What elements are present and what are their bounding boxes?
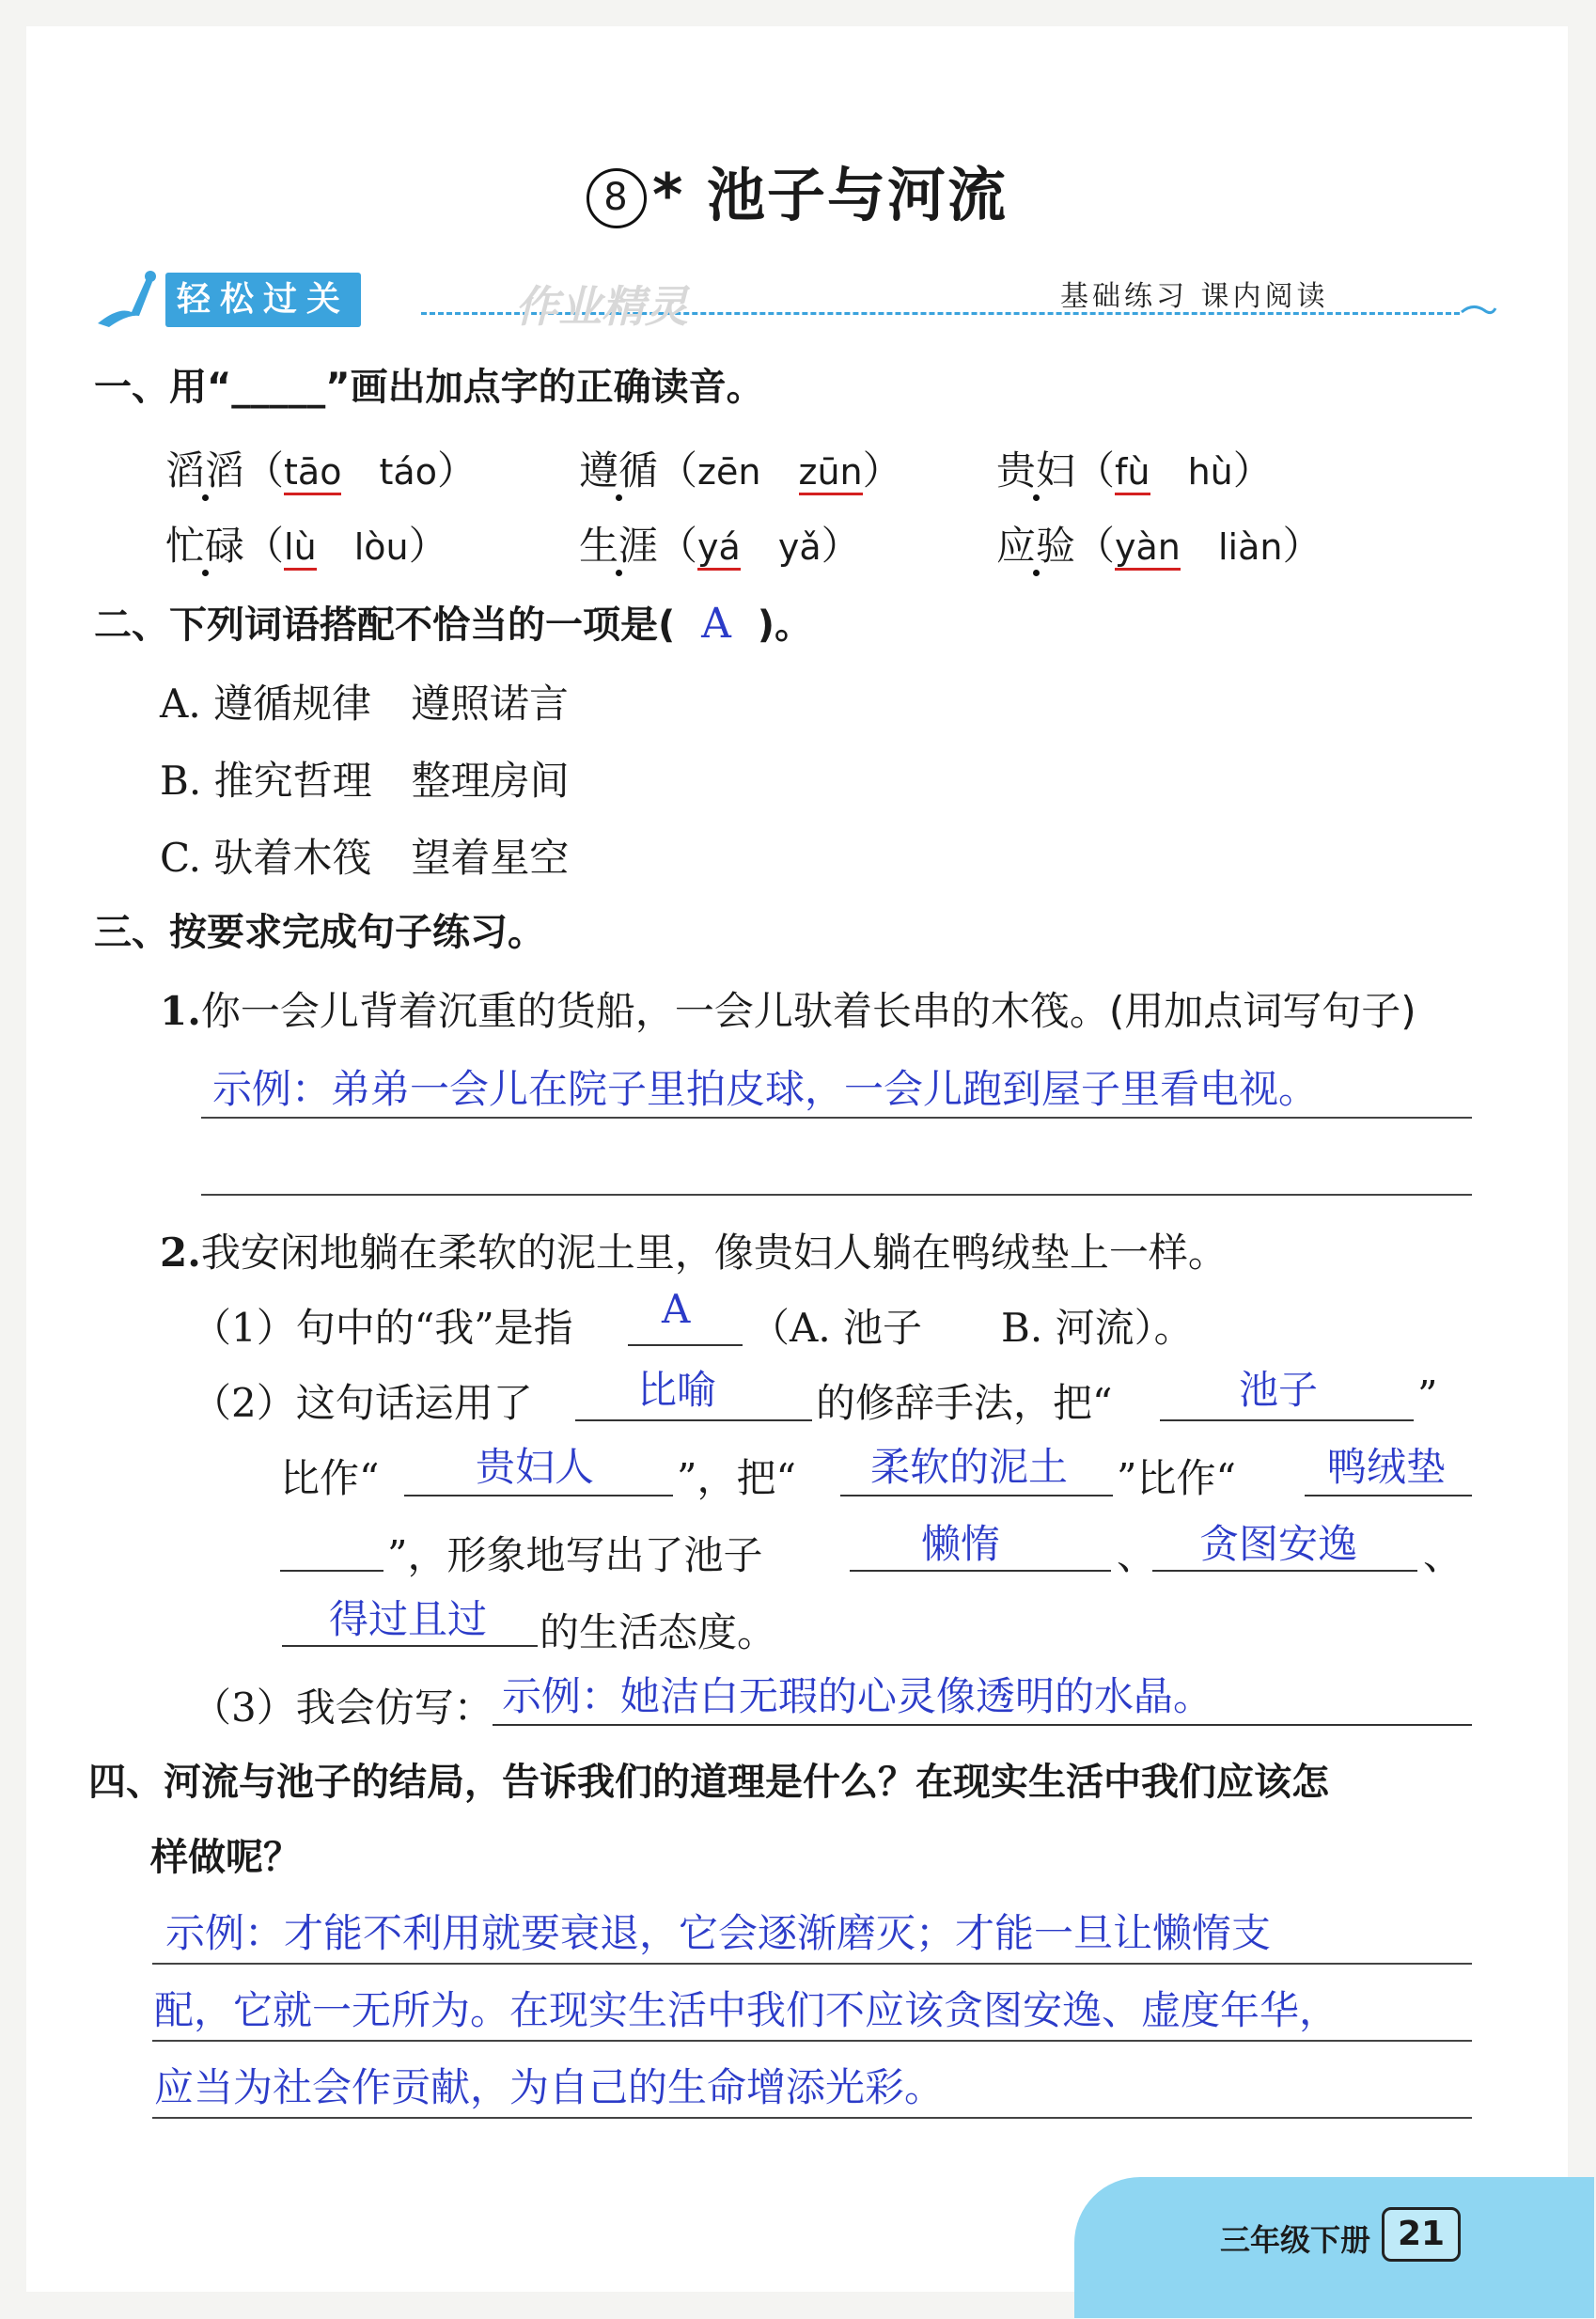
q3-s2-p1-pre: （1）句中的“我”是指 [192, 1305, 573, 1351]
q3-s2-p2-answer-1: 比喻 [637, 1367, 717, 1413]
q2-option-a: A. 遵循规律 遵照诺言 [160, 681, 570, 727]
banner-tags: 基础练习 课内阅读 [1060, 280, 1329, 313]
page-number: 21 [1382, 2207, 1461, 2262]
q2-option-b: B. 推究哲理 整理房间 [160, 758, 570, 804]
q3-s2-p1-post: （A. 池子 B. 河流）。 [750, 1305, 1194, 1351]
q1-item: 应验（yàn liàn） [996, 523, 1322, 569]
title-text: 池子与河流 [707, 161, 1009, 229]
q3-s2-p2-answer-7: 贪图安逸 [1199, 1521, 1358, 1567]
q2-heading: 二、下列词语搭配不恰当的一项是( A )。 [94, 600, 813, 648]
q3-s2-p2-f: ”比作“ [1117, 1455, 1236, 1501]
q1-item: 贵妇（fù hù） [996, 447, 1273, 494]
runner-icon [90, 269, 165, 331]
q3-s2-p2-g: ”，形象地写出了池子 [387, 1532, 763, 1578]
banner-label: 轻松过关 [165, 273, 361, 327]
q4-answer-line1: 示例：才能不利用就要衰退，它会逐渐磨灭；才能一旦让懒惰支 [165, 1910, 1272, 1956]
blank-line [280, 1570, 383, 1572]
q1-item: 遵循（zēn zūn） [579, 447, 902, 494]
title-star: * [651, 161, 685, 229]
q1-heading: 一、用“_____”画出加点字的正确读音。 [94, 366, 764, 409]
blank-line [1160, 1419, 1414, 1421]
q3-heading: 三、按要求完成句子练习。 [94, 911, 545, 954]
q3-s2-p3-pre: （3）我会仿写： [192, 1684, 493, 1731]
lesson-number: 8 [587, 168, 647, 228]
q3-s2-p2-answer-6: 懒惰 [921, 1521, 1001, 1567]
q3-s1-answer: 示例：弟弟一会儿在院子里拍皮球，一会儿跑到屋子里看电视。 [212, 1066, 1319, 1112]
q3-s2-p2-answer-2: 池子 [1239, 1367, 1319, 1413]
blank-line [575, 1419, 812, 1421]
grade-label: 三年级下册 [1220, 2222, 1371, 2258]
q3-s2-p2-a: （2）这句话运用了 [192, 1380, 533, 1426]
q3-s2-p2-answer-8: 得过且过 [329, 1596, 488, 1642]
q1-item: 生涯（yá yǎ） [579, 523, 861, 569]
q3-s2-p1-answer: A [662, 1286, 691, 1332]
q1-item: 忙碌（lù lòu） [165, 523, 448, 569]
answer-line [152, 2040, 1472, 2042]
watermark: 作业精灵 [515, 281, 688, 332]
q3-s2-p3-answer: 示例：她洁白无瑕的心灵像透明的水晶。 [502, 1673, 1213, 1719]
answer-line [152, 2117, 1472, 2119]
blank-line [282, 1645, 538, 1647]
q4-heading-line1: 四、河流与池子的结局，告诉我们的道理是什么？在现实生活中我们应该怎 [88, 1761, 1329, 1804]
blank-line [1152, 1570, 1417, 1572]
page-title [26, 149, 1568, 232]
answer-line [201, 1194, 1472, 1196]
q4-answer-line2: 配，它就一无所为。在现实生活中我们不应该贪图安逸、虚度年华， [154, 1987, 1339, 2033]
q3-s2-p2-answer-4: 柔软的泥土 [870, 1444, 1069, 1490]
q1-item: 滔滔（tāo táo） [165, 447, 477, 494]
q3-s2-prompt: 2.我安闲地躺在柔软的泥土里，像贵妇人躺在鸭绒垫上一样。 [160, 1230, 1228, 1276]
q3-s2-p2-b: 的修辞手法，把“ [816, 1380, 1113, 1426]
q3-s2-p2-d: 比作“ [280, 1455, 380, 1501]
answer-line [152, 1963, 1472, 1965]
q3-s2-p2-j: 的生活态度。 [540, 1609, 777, 1655]
blank-line [493, 1724, 1472, 1726]
q3-s2-p2-c: ” [1417, 1372, 1438, 1418]
blank-line [850, 1570, 1111, 1572]
q3-s2-p2-h: 、 [1117, 1532, 1157, 1578]
q2-answer: A [701, 600, 731, 648]
q4-answer-line3: 应当为社会作贡献，为自己的生命增添光彩。 [154, 2064, 945, 2110]
blank-line [1305, 1495, 1472, 1496]
blank-line [840, 1495, 1113, 1496]
q3-s1-prompt: 1.你一会儿背着沉重的货船，一会儿驮着长串的木筏。(用加点词写句子) [160, 988, 1416, 1034]
q3-s2-p2-i: 、 [1423, 1532, 1463, 1578]
worksheet-page [26, 26, 1568, 2292]
blank-line [404, 1495, 673, 1496]
q3-s2-p2-answer-3: 贵妇人 [476, 1444, 595, 1490]
q3-s2-p2-e: ”，把“ [677, 1455, 796, 1501]
blank-line [628, 1344, 743, 1346]
q2-option-c: C. 驮着木筏 望着星空 [160, 835, 570, 881]
banner-end-swirl-icon [1460, 301, 1497, 323]
answer-line [201, 1117, 1472, 1119]
q3-s2-p2-answer-5: 鸭绒垫 [1327, 1444, 1447, 1490]
q4-heading-line2: 样做呢？ [150, 1836, 301, 1879]
